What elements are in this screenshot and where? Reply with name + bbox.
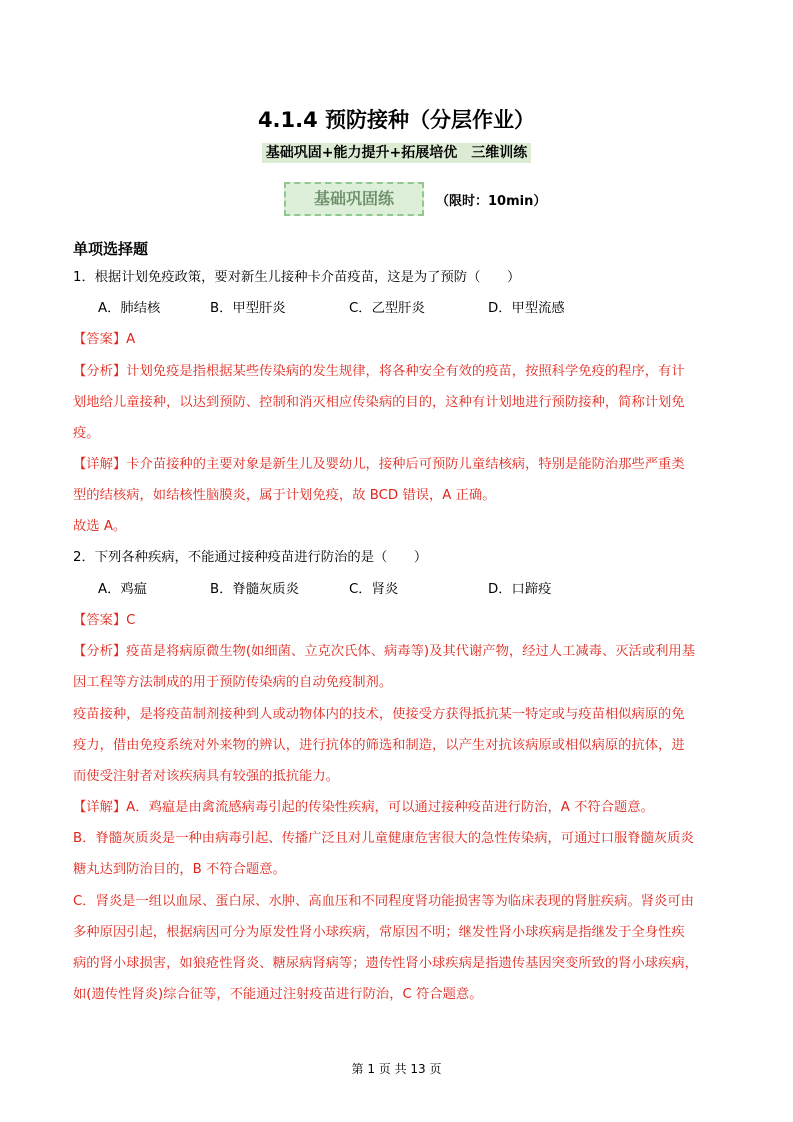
q2-detail-line: 糖丸达到防治目的，B 不符合题意。: [73, 862, 286, 877]
q2-detail-line: B．脊髓灰质炎是一种由病毒引起、传播广泛且对儿童健康危害很大的急性传染病，可通过口服脊髓灰质炎: [73, 831, 694, 846]
subtitle-text: 基础巩固+能力提升+拓展培优 三维训练: [262, 143, 531, 163]
time-limit: （限时：10min）: [436, 194, 547, 209]
q2-answer: 【答案】C: [73, 613, 136, 628]
section-title: 单项选择题: [73, 240, 149, 258]
q2-detail-line: 多种原因引起，根据病因可分为原发性肾小球疾病，常原因不明；继发性肾小球疾病是指继发于全身性疾: [73, 925, 685, 940]
q2-question: 2．下列各种疾病，不能通过接种疫苗进行防治的是（ ）: [73, 550, 428, 565]
subtitle: [0, 142, 793, 162]
q1-analysis-line: 划地给儿童接种，以达到预防、控制和消灭相应传染病的目的，这种有计划地进行预防接种，简称计划免: [73, 395, 685, 410]
q1-option-c: C．乙型肝炎: [349, 301, 425, 316]
section-badge: 基础巩固练: [284, 182, 424, 216]
q2-analysis-line: 【分析】疫苗是将病原微生物(如细菌、立克次氏体、病毒等)及其代谢产物，经过人工减毒、灭活或利用基: [73, 644, 696, 659]
q2-option-d: D．口蹄疫: [488, 582, 552, 597]
q2-detail-line: 如(遗传性肾炎)综合征等，不能通过注射疫苗进行防治，C 符合题意。: [73, 987, 483, 1002]
q1-option-b: B．甲型肝炎: [210, 301, 286, 316]
q1-analysis-line: 【分析】计划免疫是指根据某些传染病的发生规律，将各种安全有效的疫苗，按照科学免疫的程序，有计: [73, 364, 685, 379]
q2-option-b: B．脊髓灰质炎: [210, 582, 299, 597]
q2-detail-line: 病的肾小球损害，如狼疮性肾炎、糖尿病肾病等；遗传性肾小球疾病是指遗传基因突变所致的肾小球疾病，: [73, 956, 698, 971]
q2-option-c: C．肾炎: [349, 582, 399, 597]
q1-analysis-line: 疫。: [73, 426, 100, 441]
q2-detail-line: 【详解】A．鸡瘟是由禽流感病毒引起的传染性疾病，可以通过接种疫苗进行防治，A 不符合题意。: [73, 800, 654, 815]
q1-detail-line: 故选 A。: [73, 519, 127, 534]
q2-analysis-line: 疫苗接种，是将疫苗制剂接种到人或动物体内的技术，使接受方获得抵抗某一特定或与疫苗相似病原的免: [73, 707, 685, 722]
page-title: 4.1.4 预防接种（分层作业）: [257, 108, 536, 132]
q2-analysis-line: 因工程等方法制成的用于预防传染病的自动免疫制剂。: [73, 675, 393, 690]
q1-question: 1．根据计划免疫政策，要对新生儿接种卡介苗疫苗，这是为了预防（ ）: [73, 270, 521, 285]
q1-answer: 【答案】A: [73, 332, 136, 347]
q1-detail-line: 【详解】卡介苗接种的主要对象是新生儿及婴幼儿，接种后可预防儿童结核病，特别是能防治那些严重类: [73, 457, 685, 472]
q2-analysis-line: 而使受注射者对该疾病具有较强的抵抗能力。: [73, 769, 339, 784]
q2-option-a: A．鸡瘟: [98, 582, 147, 597]
q2-analysis-line: 疫力，借由免疫系统对外来物的辨认，进行抗体的筛选和制造，以产生对抗该病原或相似病原的抗体，进: [73, 738, 685, 753]
q1-option-d: D．甲型流感: [488, 301, 565, 316]
q1-option-a: A．肺结核: [98, 301, 161, 316]
page-footer: 第 1 页 共 13 页: [351, 1062, 442, 1076]
q1-detail-line: 型的结核病，如结核性脑膜炎，属于计划免疫，故 BCD 错误，A 正确。: [73, 488, 496, 503]
q2-detail-line: C．肾炎是一组以血尿、蛋白尿、水肿、高血压和不同程度肾功能损害等为临床表现的肾脏疾病。肾炎可由: [73, 894, 694, 909]
